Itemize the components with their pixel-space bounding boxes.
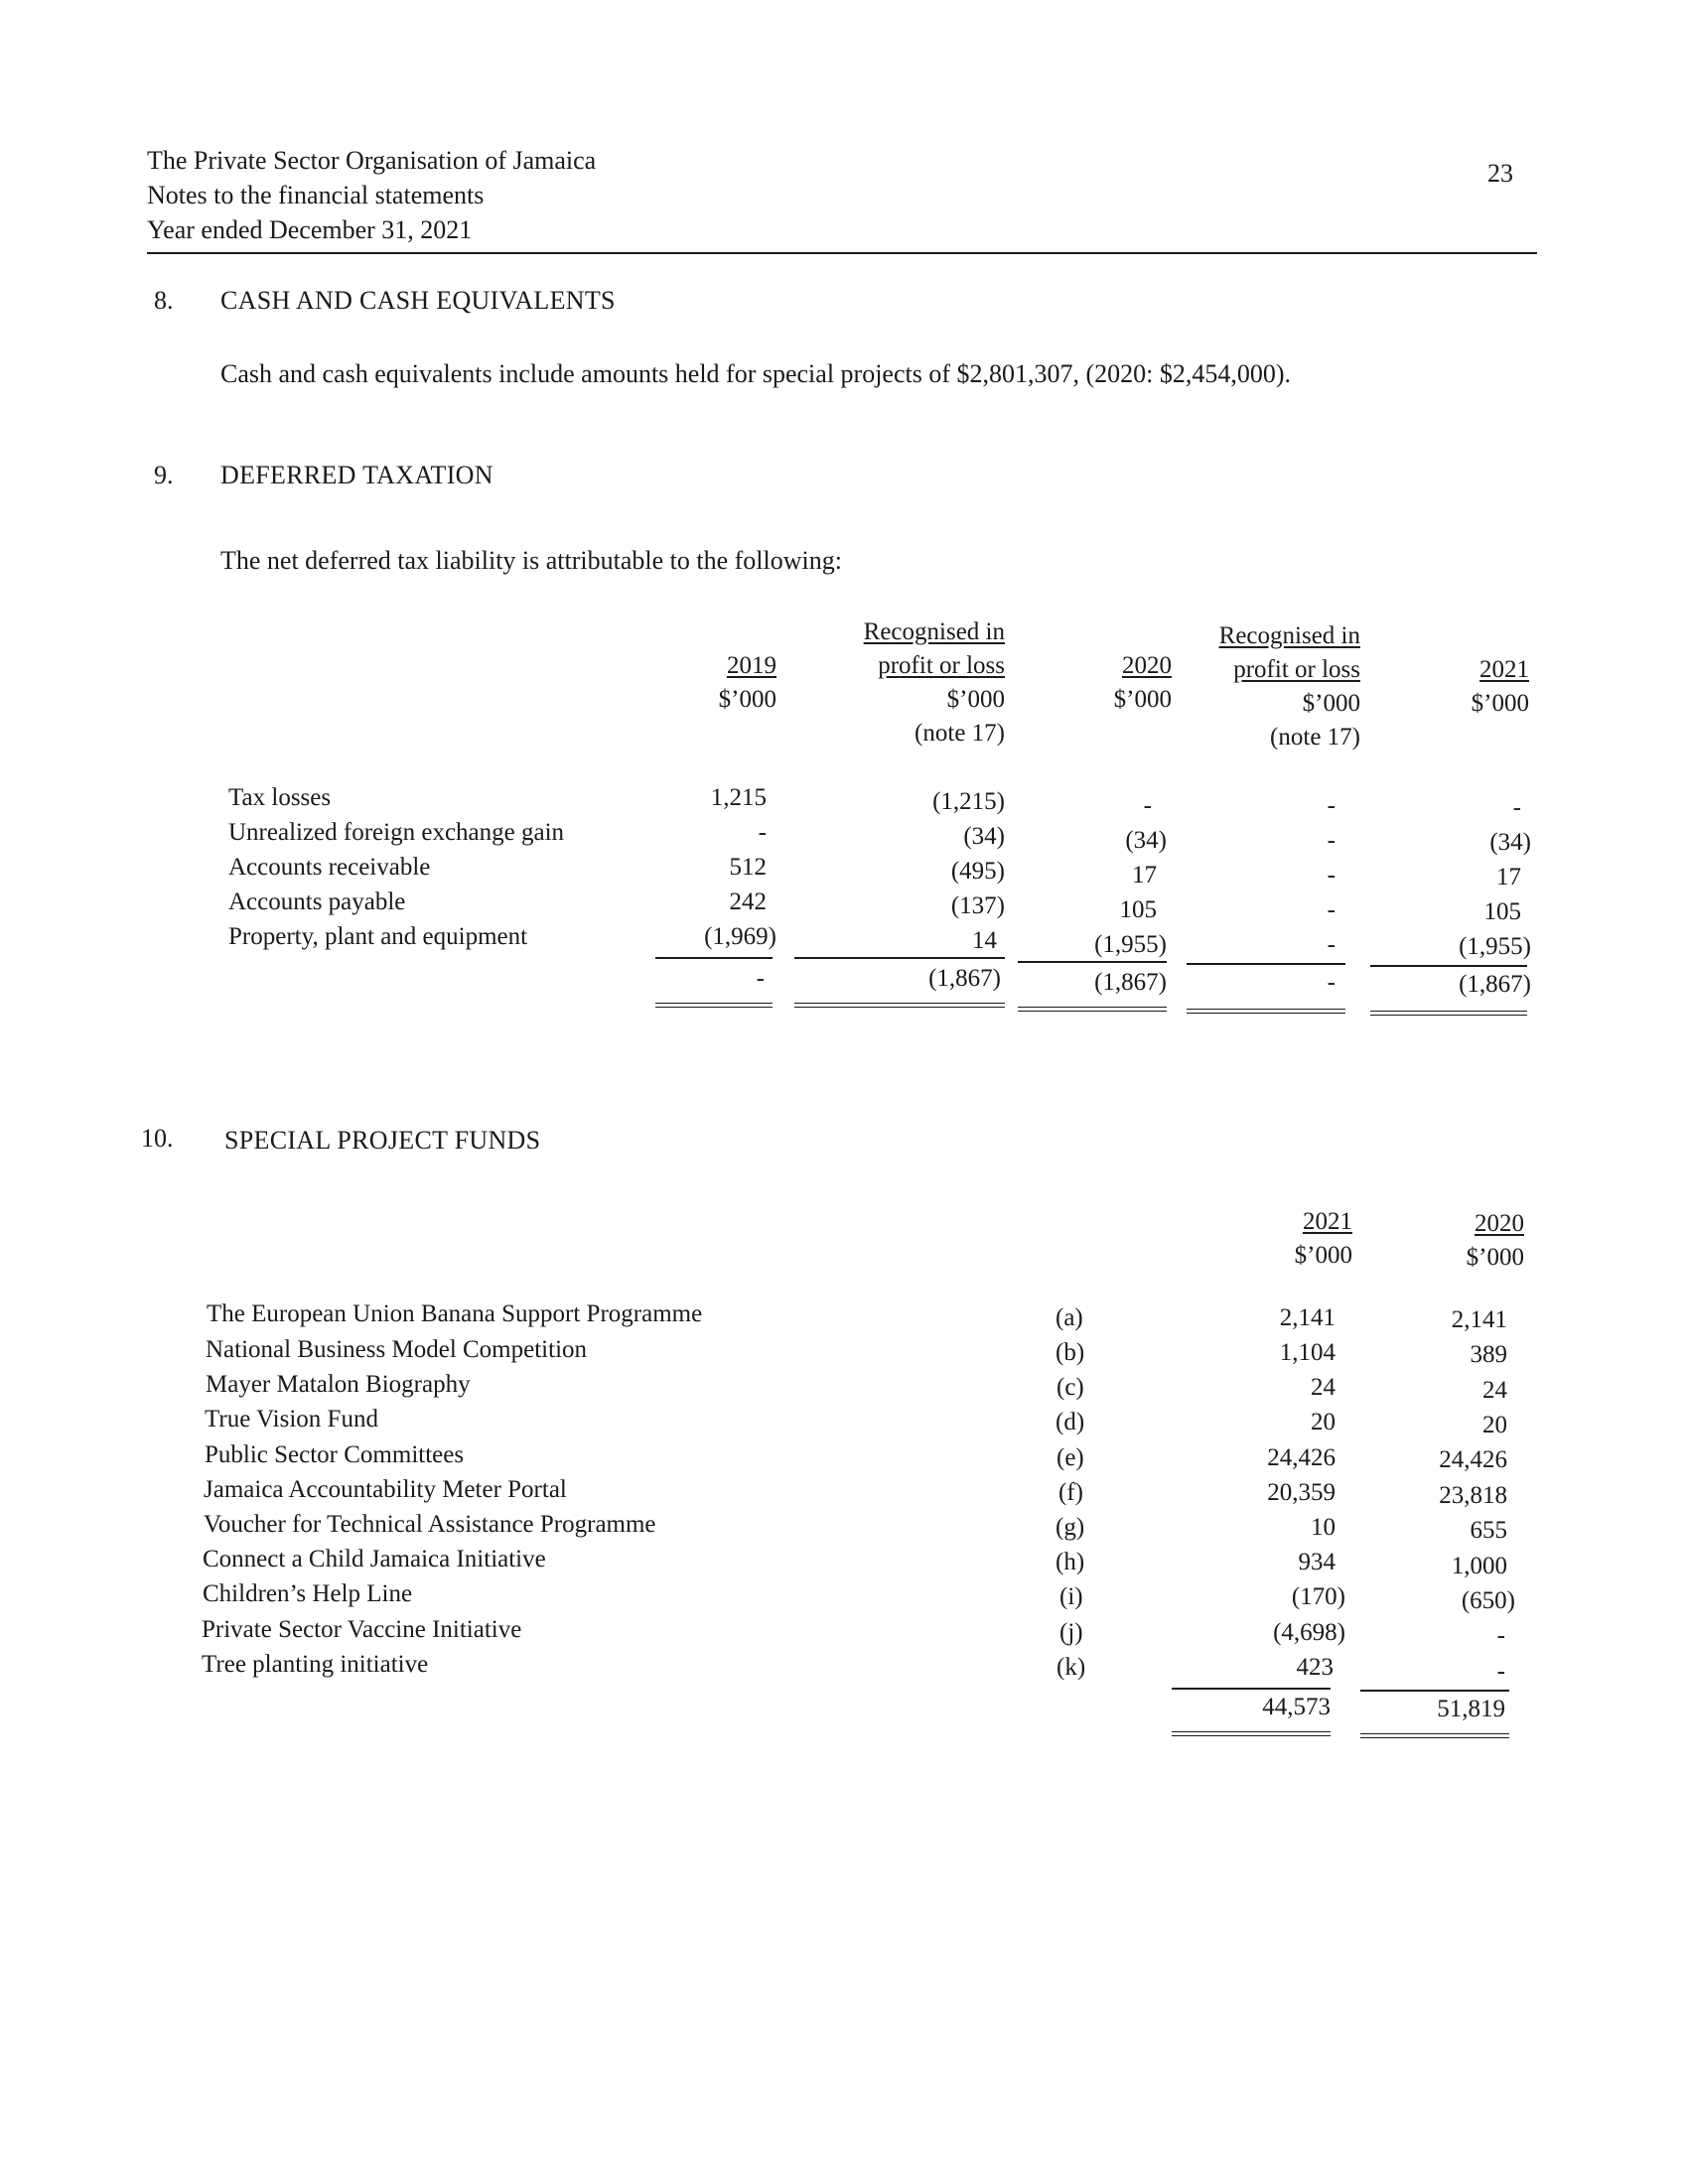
note9-cell: (34) [1125, 827, 1167, 854]
note9-cell: (1,969) [704, 923, 776, 950]
note10-cell: 389 [1470, 1341, 1507, 1368]
note10-row-ref: (j) [1059, 1619, 1083, 1646]
note10-col-2021-header: 2021 $’000 [1294, 1208, 1352, 1269]
note9-cell: (34) [963, 823, 1005, 850]
note9-subtotal-rule [1018, 961, 1167, 963]
note9-cell: 14 [972, 927, 997, 954]
note10-cell: (4,698) [1273, 1619, 1345, 1646]
note9-subtotal-rule [1370, 965, 1527, 967]
note10-cell: 24 [1311, 1374, 1336, 1401]
note10-row-ref: (f) [1058, 1479, 1083, 1506]
note10-cell: - [1496, 1658, 1505, 1685]
note9-cell: - [1512, 794, 1521, 821]
note9-total: (1,867) [1459, 971, 1531, 998]
note10-row-ref: (b) [1055, 1339, 1085, 1366]
note10-row-ref: (k) [1056, 1654, 1086, 1681]
note9-row-label: Unrealized foreign exchange gain [228, 819, 565, 846]
note9-subtotal-rule [655, 957, 773, 959]
note9-total: - [756, 965, 765, 992]
note10-cell: 24,426 [1439, 1446, 1507, 1473]
note9-total: (1,867) [1094, 969, 1167, 996]
note9-cell: 105 [1119, 896, 1157, 923]
note10-row-label: Voucher for Technical Assistance Programme [204, 1511, 656, 1538]
note9-subtotal-rule [794, 957, 1005, 959]
note9-cell: 512 [729, 854, 767, 881]
note9-cell: (34) [1489, 829, 1531, 856]
note10-total-double-rule [1360, 1733, 1509, 1738]
note9-cell: (1,955) [1459, 933, 1531, 960]
note9-col-2019-header: 2019 $’000 [718, 652, 776, 713]
note10-row-ref: (d) [1055, 1409, 1085, 1435]
note10-row-label: The European Union Banana Support Programme [207, 1300, 703, 1327]
note9-cell: 242 [729, 888, 767, 915]
note9-total: - [1327, 969, 1336, 996]
page-number: 23 [1487, 159, 1513, 188]
note9-cell: (1,955) [1094, 931, 1167, 958]
note9-cell: (1,215) [932, 788, 1005, 815]
note9-cell: - [1327, 792, 1336, 819]
note9-total-double-rule [1370, 1011, 1527, 1016]
note8-number: 8. [154, 286, 174, 315]
note9-col-recognised-2021-header: Recognised in profit or loss $’000 (note 17) [1218, 622, 1360, 751]
note10-total-double-rule [1172, 1731, 1331, 1736]
note10-cell: 24,426 [1267, 1444, 1336, 1471]
note10-cell: 20 [1311, 1409, 1336, 1435]
note10-subtotal-rule [1172, 1688, 1331, 1690]
note10-cell: (170) [1291, 1583, 1345, 1610]
note9-cell: - [758, 819, 767, 846]
note8-title: CASH AND CASH EQUIVALENTS [220, 286, 616, 315]
note10-cell: 2,141 [1279, 1304, 1336, 1331]
note10-row-ref: (h) [1055, 1549, 1085, 1575]
note9-row-label: Accounts payable [228, 888, 406, 915]
header-rule [147, 252, 1537, 254]
note10-row-label: Tree planting initiative [202, 1651, 429, 1678]
note9-total-double-rule [655, 1003, 773, 1008]
note9-cell: 105 [1483, 898, 1521, 925]
note9-total-double-rule [1187, 1009, 1345, 1014]
note10-cell: - [1496, 1622, 1505, 1649]
note9-title: DEFERRED TAXATION [220, 461, 493, 489]
note9-cell: - [1327, 827, 1336, 854]
note10-row-label: Private Sector Vaccine Initiative [202, 1616, 522, 1643]
note9-cell: (495) [950, 858, 1005, 885]
note9-cell: (137) [950, 892, 1005, 919]
note10-cell: 655 [1470, 1517, 1507, 1544]
note9-row-label: Accounts receivable [228, 854, 431, 881]
note10-cell: 2,141 [1451, 1306, 1507, 1333]
note9-subtotal-rule [1187, 963, 1345, 965]
note9-cell: 17 [1132, 862, 1157, 888]
note9-cell: - [1327, 862, 1336, 888]
note10-row-label: Connect a Child Jamaica Initiative [203, 1546, 546, 1572]
note10-cell: 423 [1296, 1654, 1334, 1681]
document-subtitle: Notes to the financial statements [147, 181, 485, 209]
note9-cell: - [1327, 896, 1336, 923]
note10-row-label: True Vision Fund [205, 1406, 378, 1433]
note10-row-ref: (e) [1056, 1444, 1084, 1471]
note10-title: SPECIAL PROJECT FUNDS [224, 1126, 541, 1155]
note9-cell: 1,215 [710, 784, 767, 811]
note10-row-label: Public Sector Committees [205, 1441, 465, 1468]
note9-cell: 17 [1496, 864, 1521, 890]
note9-cell: - [1327, 931, 1336, 958]
note8-text: Cash and cash equivalents include amounts held for special projects of $2,801,307, (2020: $2,454,000). [220, 359, 1292, 388]
note9-row-label: Tax losses [228, 784, 332, 811]
note9-col-recognised-2020-header: Recognised in profit or loss $’000 (note 17) [863, 618, 1005, 747]
note10-cell: (650) [1461, 1587, 1515, 1614]
note10-cell: 20 [1482, 1412, 1507, 1438]
reporting-period: Year ended December 31, 2021 [147, 215, 473, 244]
note9-total-double-rule [1018, 1007, 1167, 1012]
note10-total: 44,573 [1262, 1694, 1331, 1720]
note9-col-2021-header: 2021 $’000 [1471, 656, 1529, 717]
note10-cell: 1,104 [1279, 1339, 1336, 1366]
note10-cell: 1,000 [1451, 1553, 1507, 1579]
note9-cell: - [1143, 792, 1152, 819]
note10-row-label: National Business Model Competition [206, 1336, 588, 1363]
note10-cell: 10 [1311, 1514, 1336, 1541]
note10-total: 51,819 [1437, 1696, 1505, 1722]
note10-row-ref: (a) [1055, 1304, 1083, 1331]
note10-row-ref: (i) [1059, 1583, 1083, 1610]
org-name: The Private Sector Organisation of Jamaica [147, 146, 597, 175]
note10-row-label: Jamaica Accountability Meter Portal [204, 1476, 567, 1503]
note9-total-double-rule [794, 1003, 1005, 1008]
note10-row-label: Mayer Matalon Biography [206, 1371, 471, 1398]
note10-cell: 20,359 [1267, 1479, 1336, 1506]
note9-intro: The net deferred tax liability is attributable to the following: [220, 546, 842, 575]
note9-row-label: Property, plant and equipment [228, 923, 528, 950]
note10-cell: 24 [1482, 1377, 1507, 1404]
note10-cell: 23,818 [1439, 1482, 1507, 1509]
note10-cell: 934 [1298, 1549, 1336, 1575]
note9-col-2020-header: 2020 $’000 [1113, 652, 1172, 713]
note10-row-ref: (g) [1055, 1514, 1085, 1541]
note10-number: 10. [141, 1124, 174, 1153]
note10-row-label: Children’s Help Line [203, 1580, 413, 1607]
note10-row-ref: (c) [1056, 1374, 1084, 1401]
note9-total: (1,867) [928, 965, 1001, 992]
note9-number: 9. [154, 461, 174, 489]
note10-subtotal-rule [1360, 1690, 1509, 1692]
note10-col-2020-header: 2020 $’000 [1466, 1210, 1524, 1271]
